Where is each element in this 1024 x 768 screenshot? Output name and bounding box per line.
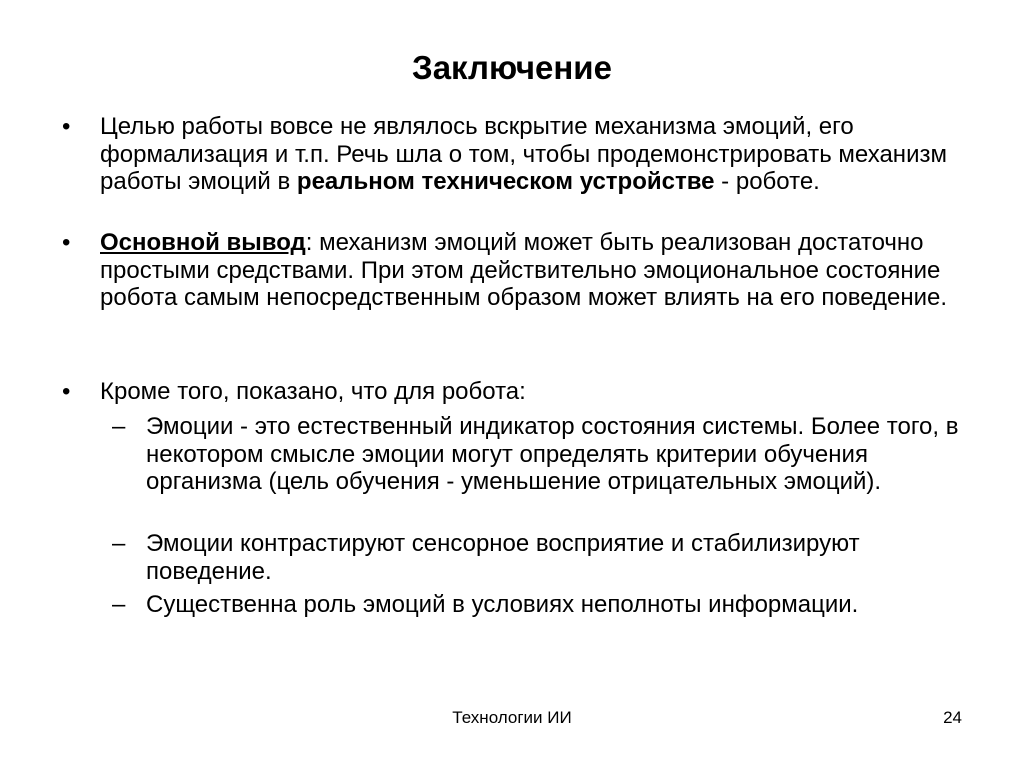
bullet-text-part: Целью работы вовсе не являлось вскрытие механизма эмоций, его формализация и т.п. Речь шла о том, чтобы продемонстрировать механизм работы эмоций в bbox=[100, 113, 947, 195]
sub-item-text: Эмоции контрастируют сенсорное восприятие и стабилизируют поведение. bbox=[146, 530, 860, 585]
bullet-icon: • bbox=[62, 229, 71, 256]
bullet-text bbox=[100, 229, 962, 312]
dash-icon: – bbox=[112, 413, 126, 440]
bullet-icon: • bbox=[62, 113, 71, 140]
sub-item-text: Эмоции - это естественный индикатор состояния системы. Более того, в некотором смысле эмоции могут определять критерии обучения организма (цель обучения - уменьшение отрицательных эмоций). bbox=[146, 413, 959, 495]
sub-item-text: Существенна роль эмоций в условиях неполноты информации. bbox=[146, 591, 859, 618]
bullet-text bbox=[100, 113, 962, 196]
sub-item-emotion-role bbox=[112, 591, 962, 619]
bullet-item-additionally bbox=[62, 378, 962, 406]
footer-page-number: 24 bbox=[943, 708, 962, 727]
bullet-text-part: - роботе. bbox=[714, 168, 820, 195]
bullet-text-part: : механизм эмоций может быть реализован достаточно простыми средствами. При этом действительно эмоциональное состояние робота самым непосредственным образом может влиять на его поведение. bbox=[100, 229, 948, 311]
bullet-text: Кроме того, показано, что для робота: bbox=[100, 378, 526, 405]
footer-course-title: Технологии ИИ bbox=[452, 708, 572, 727]
dash-icon: – bbox=[112, 530, 126, 557]
dash-icon: – bbox=[112, 591, 126, 618]
bullet-bold-text: реальном техническом устройстве bbox=[296, 168, 715, 195]
bullet-item-conclusion bbox=[62, 229, 962, 312]
bullet-bold-underlined-text: Основной вывод bbox=[100, 229, 306, 256]
bullet-icon: • bbox=[62, 378, 71, 405]
sub-item-emotion-contrast bbox=[112, 530, 962, 585]
bullet-item-goal bbox=[62, 113, 962, 196]
slide-title: Заключение bbox=[412, 49, 612, 86]
sub-item-emotion-indicator bbox=[112, 413, 962, 496]
